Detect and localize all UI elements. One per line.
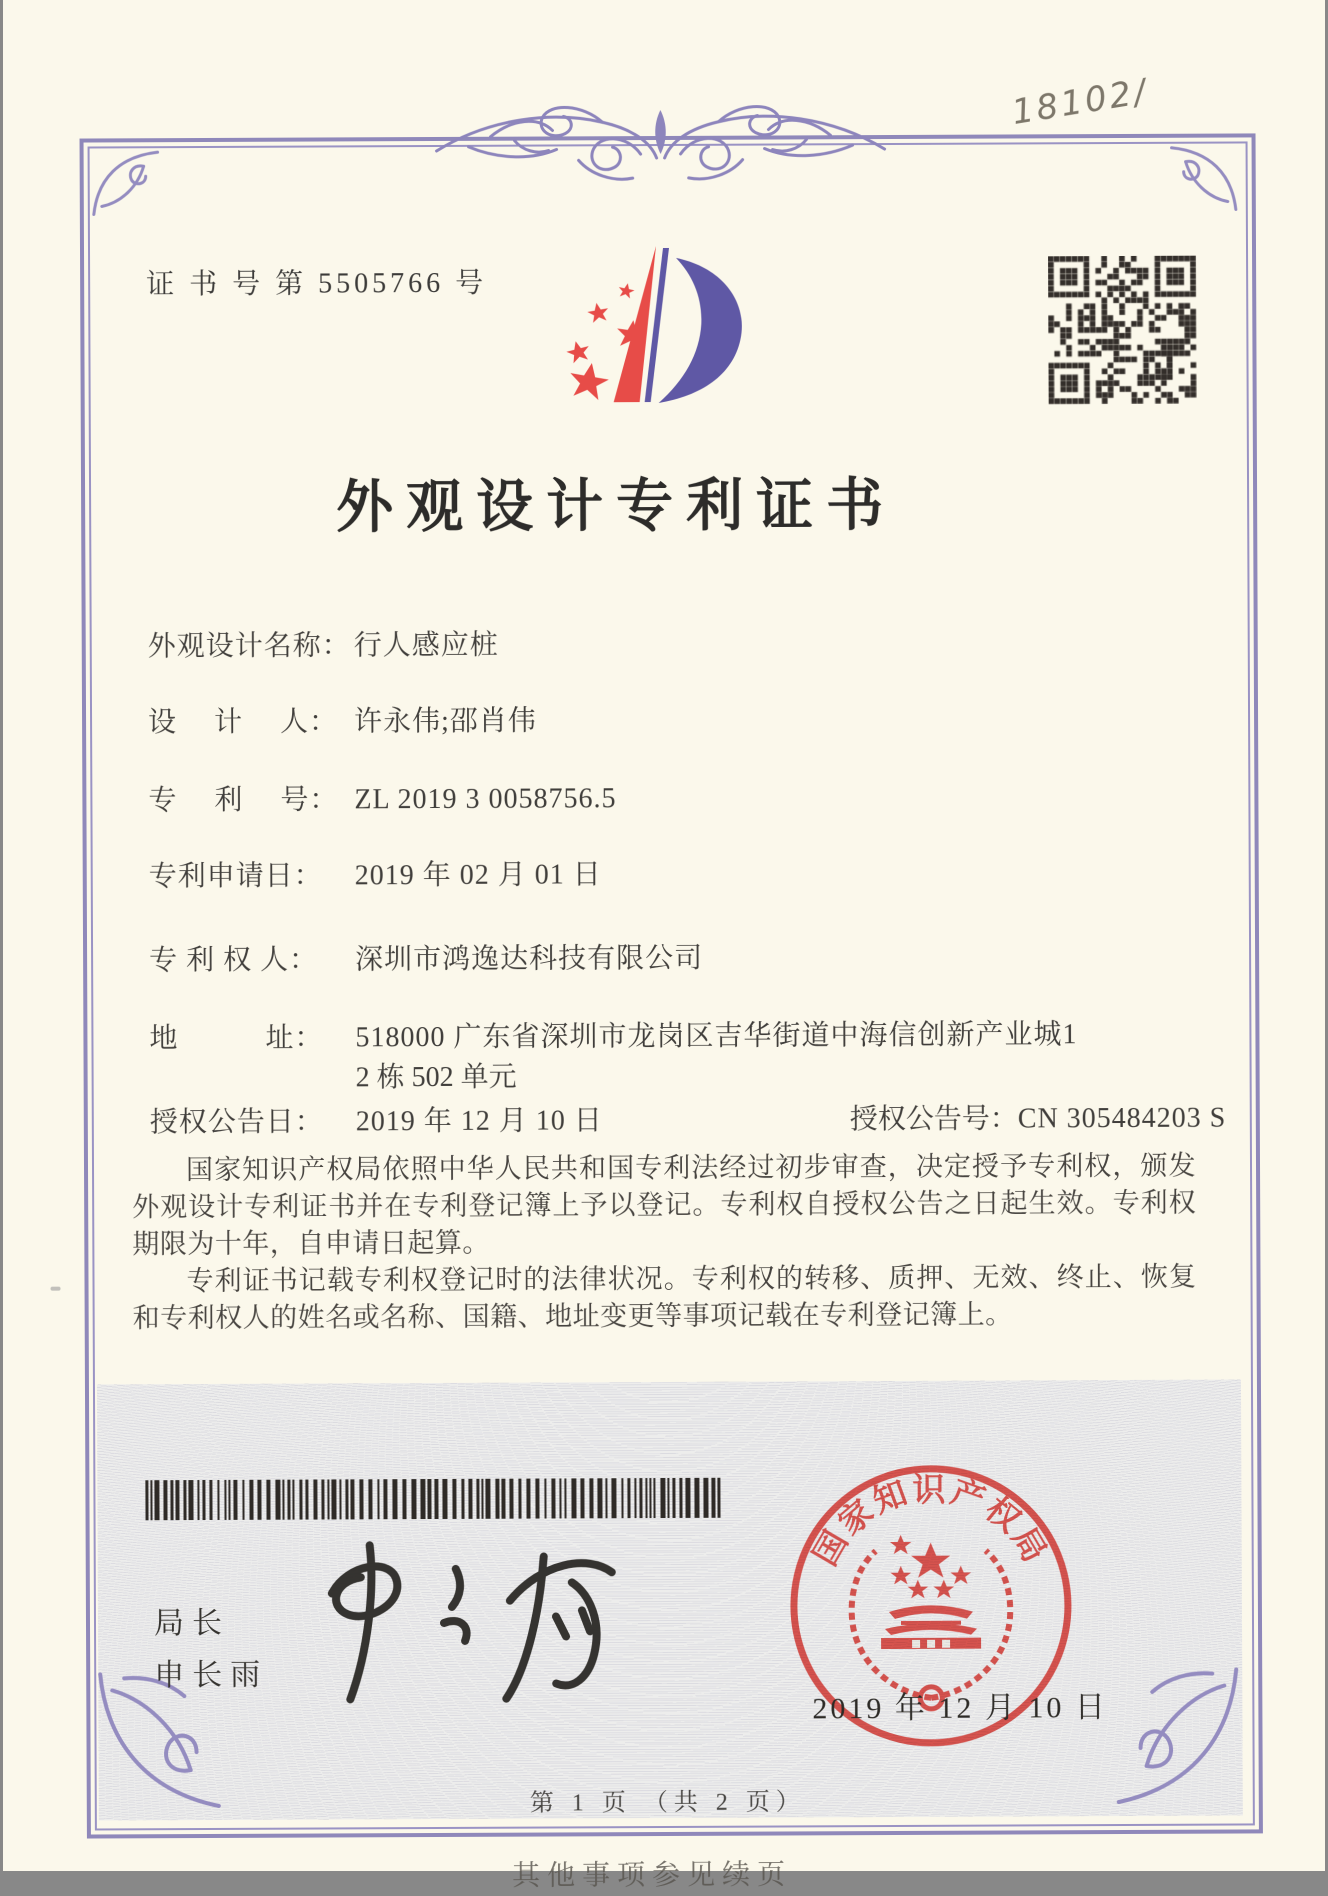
field-value: CN 305484203 S xyxy=(1017,1102,1227,1135)
field-value: ZL 2019 3 0058756.5 xyxy=(354,783,617,816)
field-filing-date xyxy=(149,852,602,894)
field-label: 授权公告号： xyxy=(849,1103,1018,1136)
seal-date: 2019 年 12 月 10 日 xyxy=(812,1691,1108,1726)
field-value: 2019 年 02 月 01 日 xyxy=(354,859,602,892)
handwritten-number: 18102/ xyxy=(1009,71,1152,133)
field-value: 行人感应桩 xyxy=(353,629,499,662)
commissioner-title: 局长 xyxy=(153,1606,231,1641)
scan-artifact xyxy=(51,1287,61,1291)
commissioner-name: 申长雨 xyxy=(154,1658,269,1693)
field-value: 518000 广东省深圳市龙岗区吉华街道中海信创新产业城1 xyxy=(355,1019,1078,1054)
field-grant-row xyxy=(149,1098,1227,1140)
field-address-line2: 2 栋 502 单元 xyxy=(355,1061,517,1094)
page-number: 第 1 页 （共 2 页） xyxy=(529,1789,806,1817)
field-label: 专 利 权 人： xyxy=(149,944,319,977)
cnipa-logo-icon xyxy=(498,210,751,413)
qr-code xyxy=(1048,256,1197,405)
top-border-ornament-icon xyxy=(430,93,890,199)
field-label: 外观设计名称： xyxy=(147,630,351,663)
field-label: 专利申请日： xyxy=(148,860,323,893)
barcode xyxy=(145,1478,725,1521)
field-value: 深圳市鸿逸达科技有限公司 xyxy=(355,942,704,976)
field-value: 2019 年 12 月 10 日 xyxy=(355,1105,603,1138)
legal-paragraph-1: 国家知识产权局依照中华人民共和国专利法经过初步审查，决定授予专利权，颁发外观设计专利证书并在专利登记簿上予以登记。专利权自授权公告之日起生效。专利权期限为十年，自申请日起算。 xyxy=(132,1150,1197,1260)
certificate-number: 证 书 号 第 5505766 号 xyxy=(146,267,488,301)
field-patent-number xyxy=(148,776,616,818)
signature-handwriting-icon xyxy=(304,1528,635,1724)
corner-ornament-icon xyxy=(90,146,162,218)
field-value: 许永伟;邵肖伟 xyxy=(353,705,537,738)
field-label: 地 址： xyxy=(149,1022,324,1055)
field-patentee xyxy=(149,936,703,978)
page-title: 外观设计专利证书 xyxy=(335,473,897,540)
legal-paragraph-2: 专利证书记载专利权登记时的法律状况。专利权的转移、质押、无效、终止、恢复和专利权人的姓名或名称、国籍、地址变更等事项记载在专利登记簿上。 xyxy=(132,1261,1197,1334)
seal-ring-text: 国家知识产权局 xyxy=(807,1472,1054,1572)
certificate-page xyxy=(3,0,1325,1892)
legal-text xyxy=(132,1148,1197,1338)
field-label: 授权公告日： xyxy=(149,1106,324,1139)
field-label: 专 利 号： xyxy=(148,784,339,817)
field-design-name xyxy=(148,623,499,665)
field-designer xyxy=(148,699,537,741)
field-label: 设 计 人： xyxy=(147,706,339,739)
corner-ornament-icon xyxy=(1168,141,1240,213)
field-grant-number xyxy=(850,1096,1227,1138)
field-address xyxy=(149,1012,1077,1056)
cutoff-next-page-text: 其他事项参见续页 xyxy=(512,1859,793,1892)
